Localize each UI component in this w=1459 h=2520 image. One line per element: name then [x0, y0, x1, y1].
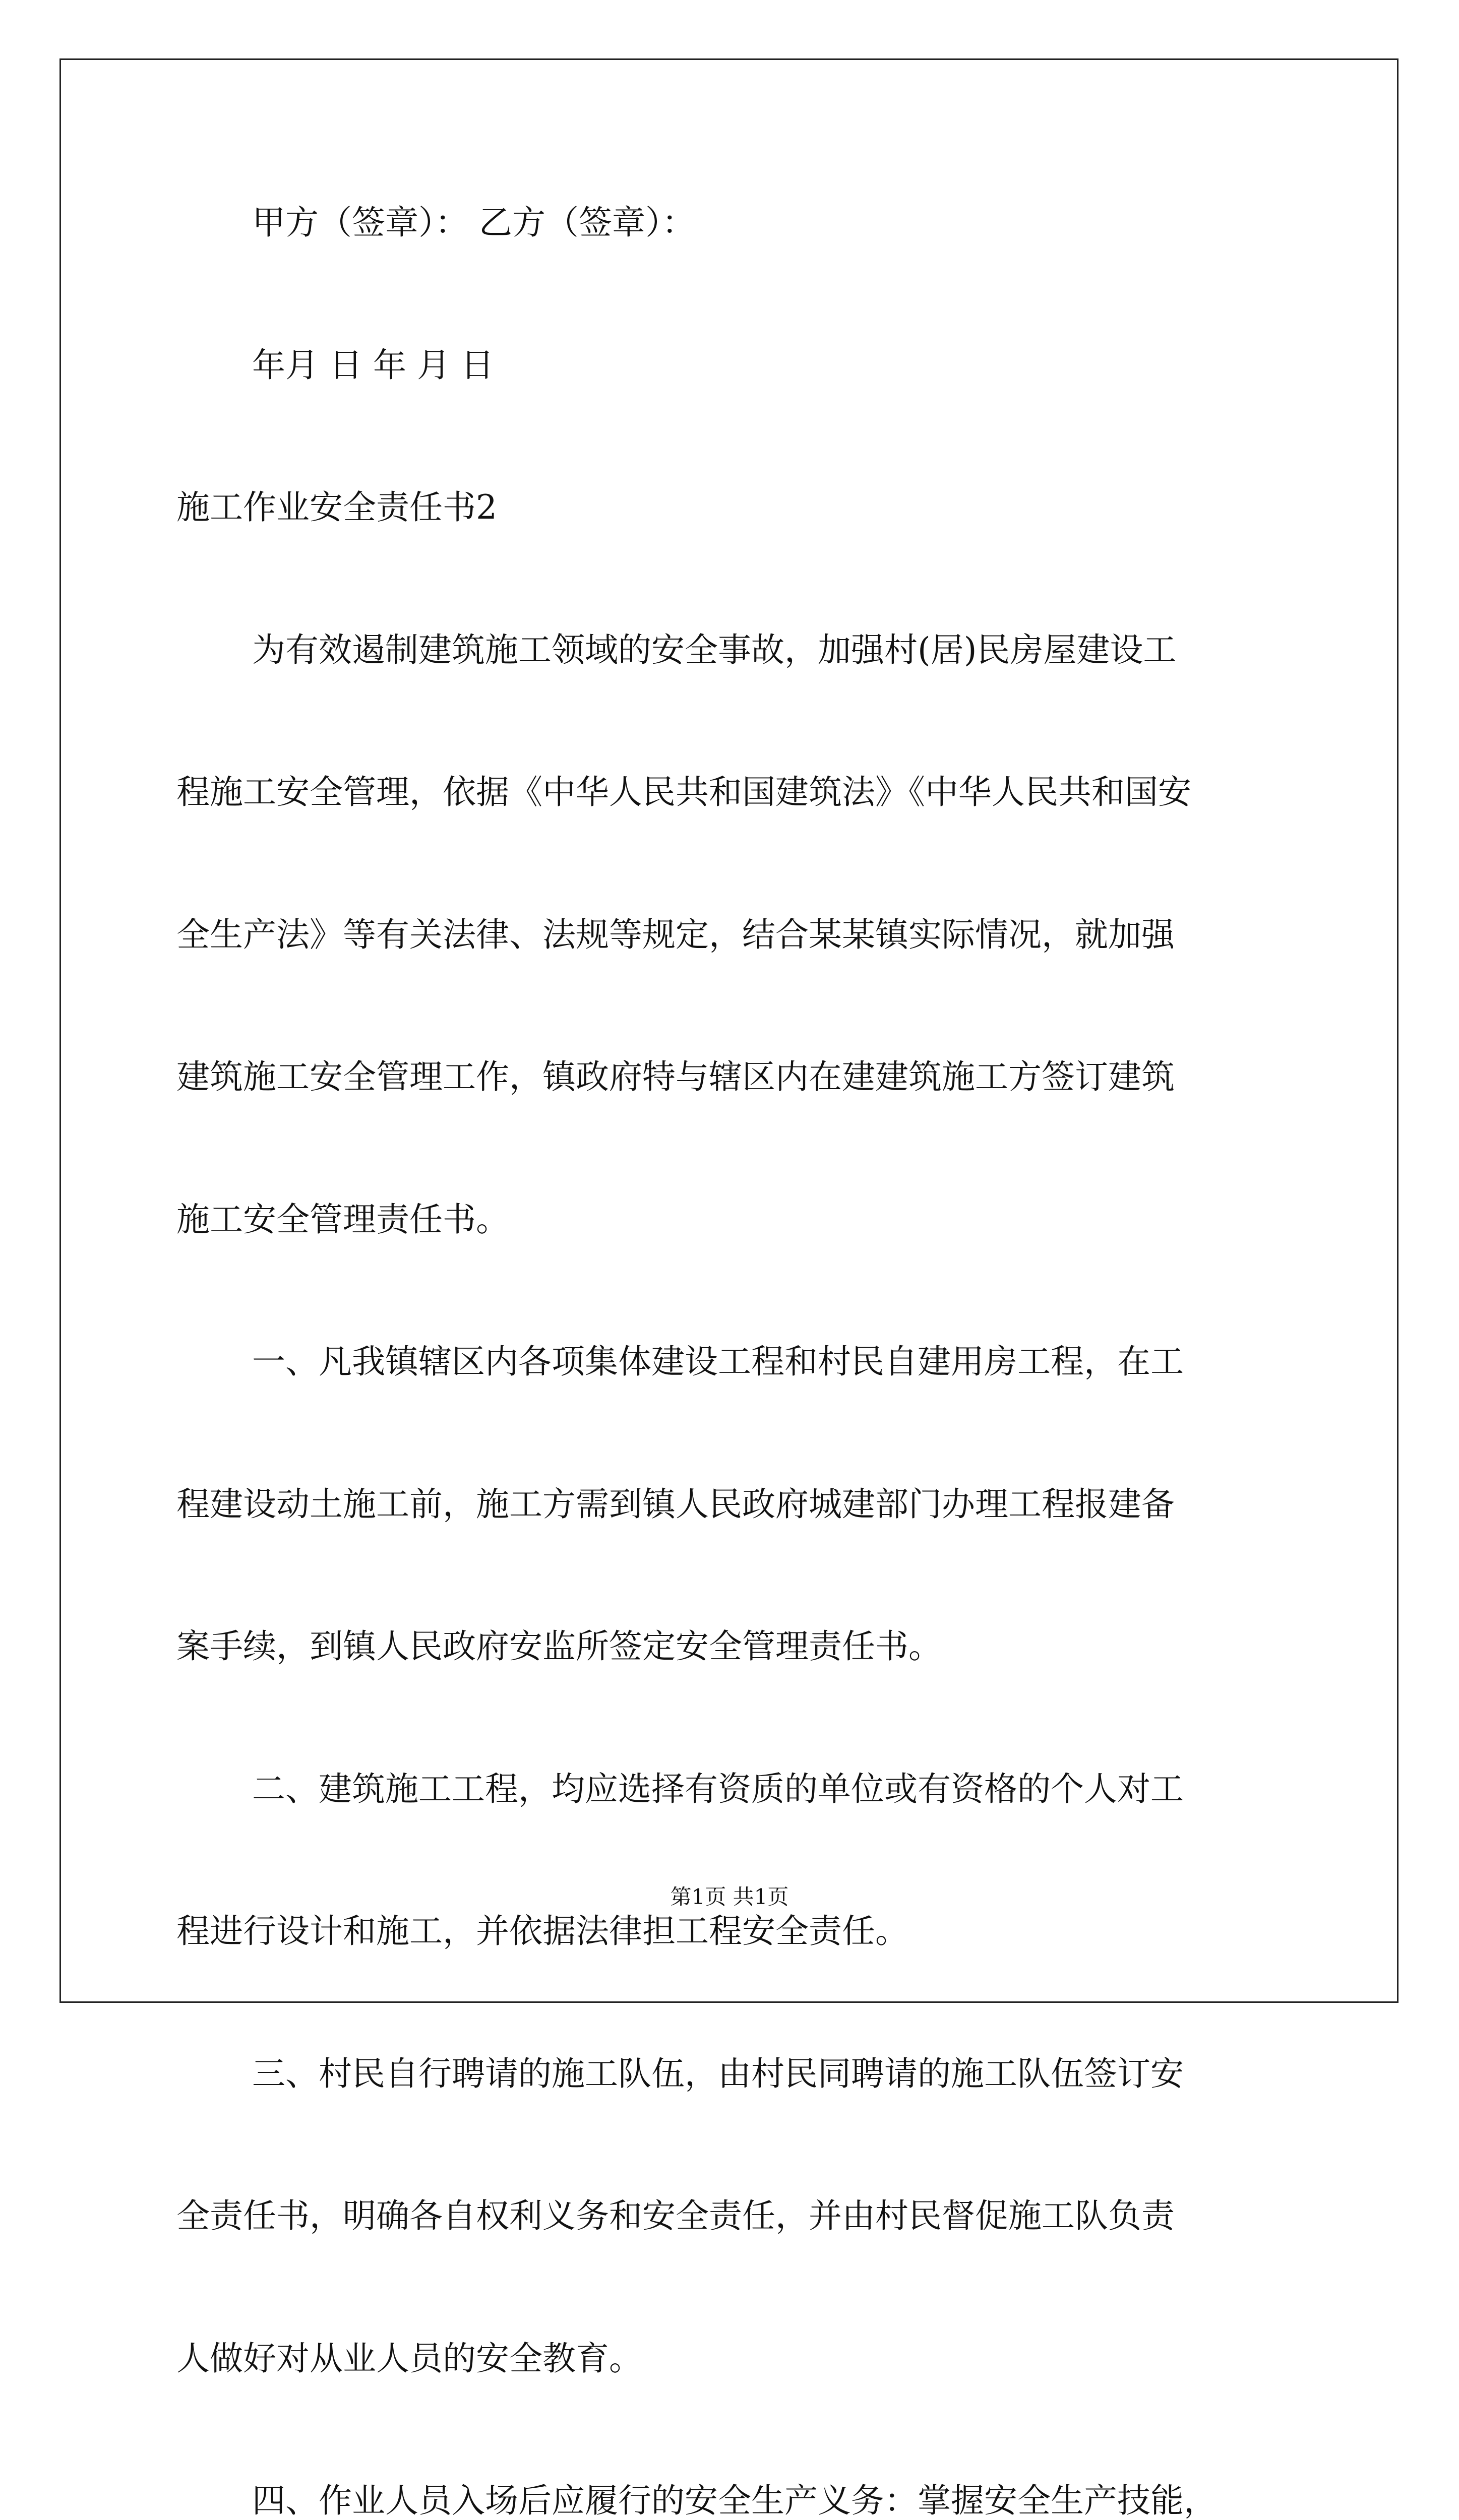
text-line: 程建设动土施工前，施工方需到镇人民政府城建部门办理工程报建备 [176, 1485, 1175, 1524]
text-line: 程进行设计和施工，并依据法律担工程安全责任。 [176, 1912, 908, 1950]
section-heading: 施工作业安全责任书2 [176, 488, 497, 527]
text-line: 二、建筑施工工程，均应选择有资质的单位或有资格的个人对工 [252, 1770, 1184, 1808]
text-line: 案手续，到镇人民政府安监所签定安全管理责任书。 [176, 1627, 942, 1666]
text-line: 人做好对从业人员的安全教育。 [176, 2339, 642, 2378]
text-line: 施工安全管理责任书。 [176, 1200, 509, 1239]
text-line: 全责任书，明确各自权利义务和安全责任，并由村民督促施工队负责 [176, 2196, 1175, 2235]
text-line: 三、村民自行聘请的施工队伍，由村民同聘请的施工队伍签订安 [252, 2054, 1184, 2093]
text-line: 年月 日 年 月 日 [252, 346, 494, 385]
text-line: 四、作业人员入场后应履行的安全生产义务：掌握安全生产技能， [252, 2481, 1217, 2520]
text-line: 为有效遏制建筑施工领域的安全事故，加强村(居)民房屋建设工 [252, 631, 1177, 669]
text-line: 甲方（签章）： 乙方（签章）： [252, 203, 695, 242]
text-line: 建筑施工安全管理工作，镇政府特与辖区内在建建筑施工方签订建筑 [176, 1057, 1175, 1096]
text-line: 程施工安全管理，依据《中华人民共和国建筑法》《中华人民共和国安 [176, 773, 1191, 811]
page-footer: 第1页 共1页 [670, 1884, 789, 1909]
text-line: 全生产法》等有关法律、法规等规定，结合某某镇实际情况，就加强 [176, 915, 1175, 954]
text-line: 一、凡我镇辖区内各项集体建设工程和村民自建用房工程，在工 [252, 1342, 1184, 1381]
